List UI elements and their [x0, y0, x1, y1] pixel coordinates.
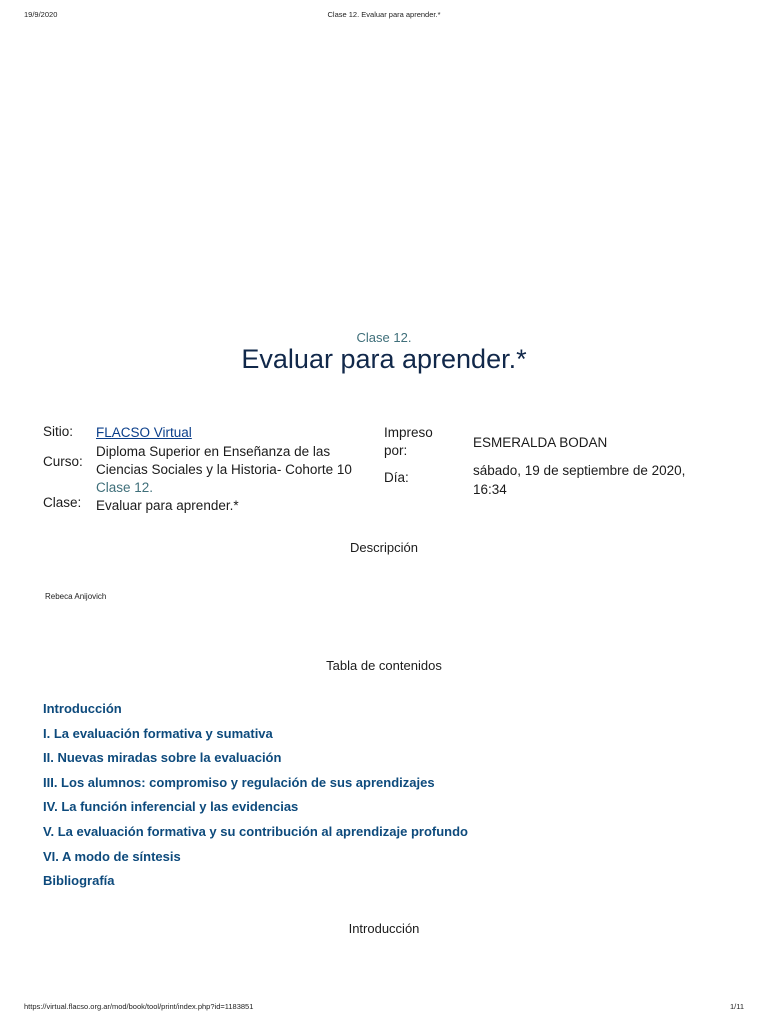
site-link[interactable]: FLACSO Virtual [96, 425, 192, 440]
printed-by-value: ESMERALDA BODAN [473, 435, 608, 450]
day-label: Día: [384, 470, 409, 485]
toc-item-chapter-4[interactable]: IV. La función inferencial y las evidencias [43, 799, 299, 815]
site-label: Sitio: [43, 424, 74, 439]
toc-item-chapter-2[interactable]: II. Nuevas miradas sobre la evaluación [43, 750, 282, 766]
toc-item-bibliografia[interactable]: Bibliografía [43, 873, 115, 889]
print-url: https://virtual.flacso.org.ar/mod/book/tool/print/index.php?id=1183851 [24, 1002, 254, 1011]
author-name: Rebeca Anijovich [45, 592, 107, 601]
info-row-course [43, 443, 373, 479]
toc-item-chapter-6[interactable]: VI. A modo de síntesis [43, 848, 181, 864]
course-label: Curso: [43, 454, 83, 469]
toc-list [43, 700, 468, 897]
page-number: 1/11 [729, 1002, 744, 1011]
print-date: 19/9/2020 [24, 10, 58, 19]
class-label: Clase: [43, 495, 82, 510]
print-header [24, 10, 744, 22]
info-row-site [43, 423, 373, 443]
print-page-title: Clase 12. Evaluar para aprender.* [327, 10, 441, 19]
toc-item-chapter-3[interactable]: III. Los alumnos: compromiso y regulación de sus aprendizajes [43, 774, 435, 790]
book-info-table [43, 423, 373, 515]
info-row-class [43, 479, 373, 515]
printed-by-label: Impreso por: [384, 425, 433, 458]
toc-item-chapter-1[interactable]: I. La evaluación formativa y sumativa [43, 725, 273, 741]
toc-item-chapter-5[interactable]: V. La evaluación formativa y su contribución al aprendizaje profundo [43, 823, 469, 839]
book-title: Evaluar para aprender.* [241, 344, 527, 374]
intro-heading: Introducción [348, 921, 420, 936]
course-value: Diploma Superior en Enseñanza de las Ciencias Sociales y la Historia- Cohorte 10 [96, 444, 352, 477]
toc-heading: Tabla de contenidos [326, 658, 442, 673]
day-value: sábado, 19 de septiembre de 2020, 16:34 [473, 463, 686, 497]
toc-item-introduccion[interactable]: Introducción [43, 701, 122, 716]
class-number: Clase 12. [96, 480, 154, 495]
print-footer [24, 1002, 744, 1014]
book-subtitle: Clase 12. [356, 330, 412, 345]
class-title: Evaluar para aprender.* [96, 498, 239, 513]
description-heading: Descripción [350, 540, 418, 555]
